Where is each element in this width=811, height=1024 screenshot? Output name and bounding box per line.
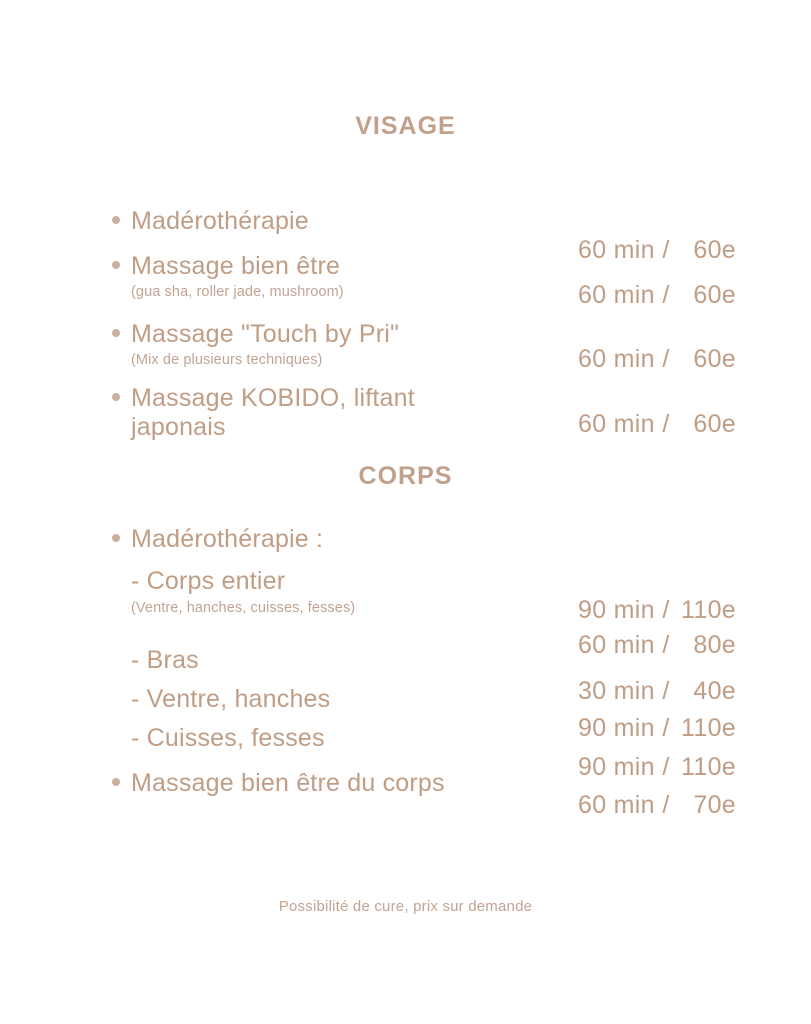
- service-price: [549, 762, 736, 849]
- price-separator: /: [662, 631, 670, 659]
- price-duration: 60 min: [577, 631, 655, 659]
- bullet-icon: [112, 534, 120, 542]
- service-name: Massage bien être du corps: [131, 769, 445, 797]
- price-amount: 60e: [693, 345, 736, 373]
- price-separator: /: [662, 677, 670, 705]
- price-duration: 90 min: [577, 753, 655, 781]
- service-note: (Ventre, hanches, cuisses, fesses): [131, 600, 356, 616]
- price-duration: 30 min: [577, 677, 655, 705]
- service-name: - Corps entier: [131, 567, 286, 595]
- price-duration: 60 min: [577, 345, 655, 373]
- price-amount: 110e: [681, 596, 736, 624]
- price-separator: /: [662, 753, 670, 781]
- section-title-visage: VISAGE: [355, 112, 456, 140]
- service-name: - Bras: [131, 646, 199, 674]
- price-amount: 60e: [693, 281, 736, 309]
- bullet-icon: [112, 393, 120, 401]
- price-amount: 40e: [693, 677, 736, 705]
- price-duration: 60 min: [577, 791, 655, 819]
- price-separator: /: [662, 236, 670, 264]
- price-amount: 110e: [681, 714, 736, 742]
- service-name: Massage bien être: [131, 252, 341, 280]
- footer-note: Possibilité de cure, prix sur demande: [278, 898, 533, 915]
- price-separator: /: [662, 791, 670, 819]
- price-separator: /: [662, 281, 670, 309]
- price-amount: 70e: [693, 791, 736, 819]
- price-duration: 60 min: [577, 236, 655, 264]
- price-amount: 80e: [693, 631, 736, 659]
- bullet-icon: [112, 329, 120, 337]
- service-name: - Ventre, hanches: [131, 685, 331, 713]
- price-separator: /: [662, 345, 670, 373]
- service-name: Massage KOBIDO, liftant japonais: [131, 384, 415, 441]
- section-title-corps: CORPS: [358, 462, 453, 490]
- service-name: Madérothérapie: [131, 207, 309, 235]
- service-name: Massage "Touch by Pri": [131, 320, 400, 348]
- price-separator: /: [662, 410, 670, 438]
- bullet-icon: [112, 216, 120, 224]
- bullet-icon: [112, 261, 120, 269]
- price-duration: 60 min: [577, 281, 655, 309]
- bullet-icon: [112, 778, 120, 786]
- service-note: (Mix de plusieurs techniques): [131, 352, 323, 368]
- price-amount: 60e: [693, 236, 736, 264]
- price-duration: 90 min: [577, 714, 655, 742]
- service-price: [549, 381, 736, 468]
- price-duration: 90 min: [577, 596, 655, 624]
- price-amount: 60e: [693, 410, 736, 438]
- price-amount: 110e: [681, 753, 736, 781]
- price-separator: /: [662, 596, 670, 624]
- service-name: - Cuisses, fesses: [131, 724, 325, 752]
- price-duration: 60 min: [577, 410, 655, 438]
- service-note: (gua sha, roller jade, mushroom): [131, 284, 344, 300]
- price-separator: /: [662, 714, 670, 742]
- service-name: Madérothérapie :: [131, 525, 324, 553]
